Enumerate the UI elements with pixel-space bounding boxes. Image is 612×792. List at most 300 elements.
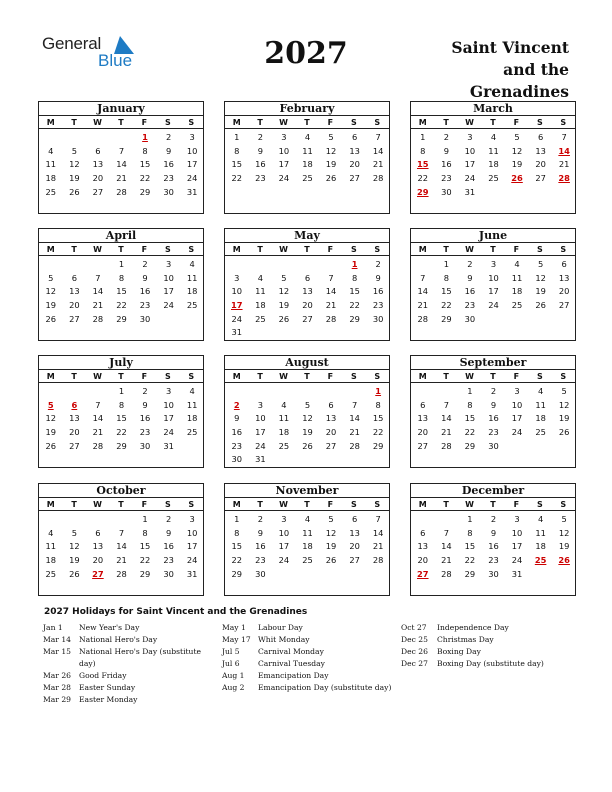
- weekday-header: F: [513, 117, 520, 127]
- day-cell: 20: [69, 427, 80, 438]
- day-cell: 11: [511, 272, 523, 283]
- day-cell: 17: [488, 286, 499, 297]
- weekday-header: W: [93, 371, 102, 381]
- day-cell: 17: [163, 286, 174, 297]
- holiday-name: Easter Sunday: [79, 683, 136, 692]
- weekday-header: T: [118, 499, 124, 509]
- day-cell: 20: [558, 286, 570, 297]
- weekday-header: S: [536, 371, 543, 381]
- holiday-day-cell: 2: [233, 399, 240, 410]
- day-cell: 1: [420, 132, 426, 142]
- weekday-header: T: [443, 371, 449, 381]
- day-cell: 19: [69, 555, 80, 566]
- day-cell: 20: [417, 555, 429, 566]
- day-cell: 26: [45, 440, 57, 451]
- day-cell: 3: [165, 259, 172, 269]
- day-cell: 28: [325, 313, 337, 324]
- day-cell: 23: [255, 555, 266, 566]
- day-cell: 11: [45, 159, 57, 170]
- weekday-header: S: [164, 117, 171, 127]
- day-cell: 31: [464, 186, 476, 197]
- day-cell: 24: [511, 555, 523, 566]
- day-cell: 21: [372, 541, 384, 552]
- day-cell: 4: [490, 132, 497, 142]
- day-cell: 12: [69, 541, 80, 552]
- day-cell: 19: [325, 159, 337, 170]
- day-cell: 12: [325, 145, 337, 156]
- day-cell: 21: [325, 300, 337, 311]
- day-cell: 14: [116, 541, 127, 552]
- day-cell: 25: [186, 427, 198, 438]
- day-cell: 29: [464, 440, 476, 451]
- empty-day-cell: [63, 131, 87, 145]
- day-cell: 10: [511, 527, 523, 538]
- day-cell: 29: [349, 313, 360, 324]
- day-cell: 2: [490, 514, 497, 524]
- month-calendar: [38, 101, 204, 214]
- empty-day-cell: [86, 513, 110, 527]
- day-cell: 2: [375, 259, 381, 269]
- weekday-header: S: [350, 499, 357, 509]
- day-cell: 1: [467, 514, 473, 524]
- holiday-name: Whit Monday: [258, 635, 310, 644]
- day-cell: 9: [467, 272, 473, 283]
- weekday-header: S: [374, 117, 381, 127]
- weekday-header: T: [257, 117, 263, 127]
- day-cell: 20: [92, 173, 104, 184]
- day-cell: 1: [118, 386, 125, 396]
- day-cell: 15: [116, 413, 127, 424]
- holiday-item: [401, 658, 561, 670]
- day-cell: 25: [302, 555, 313, 566]
- day-cell: 7: [443, 399, 449, 410]
- day-cell: 1: [234, 132, 240, 142]
- empty-day-cell: [435, 513, 459, 527]
- day-cell: 11: [302, 527, 313, 538]
- weekday-header: F: [141, 117, 148, 127]
- holiday-name: Boxing Day (substitute day): [437, 659, 544, 668]
- holiday-day-cell: 25: [534, 555, 547, 566]
- holiday-name: Labour Day: [258, 623, 303, 632]
- empty-day-cell: [110, 131, 134, 145]
- holiday-date: Dec 27: [401, 659, 428, 668]
- day-cell: 26: [558, 427, 570, 438]
- day-cell: 23: [163, 173, 174, 184]
- weekday-header-row: [39, 243, 203, 256]
- day-cell: 22: [372, 427, 384, 438]
- day-cell: 15: [372, 413, 384, 424]
- day-cell: 30: [488, 568, 499, 579]
- weekday-header: S: [350, 371, 357, 381]
- day-cell: 13: [558, 272, 570, 283]
- day-cell: 6: [71, 272, 77, 283]
- empty-day-cell: [272, 258, 296, 272]
- day-cell: 17: [278, 541, 290, 552]
- day-cell: 22: [231, 173, 243, 184]
- month-name: January: [39, 102, 203, 116]
- day-cell: 2: [257, 514, 263, 524]
- weekday-header: S: [536, 117, 543, 127]
- day-cell: 14: [92, 413, 104, 424]
- day-cell: 27: [92, 186, 104, 197]
- holiday-column: [43, 622, 203, 706]
- day-cell: 16: [255, 159, 266, 170]
- day-cell: 14: [441, 413, 452, 424]
- day-cell: 20: [92, 555, 104, 566]
- month-name: July: [39, 356, 203, 370]
- day-cell: 5: [281, 272, 287, 283]
- day-cell: 9: [234, 413, 240, 424]
- day-cell: 28: [92, 440, 104, 451]
- month-calendar: [410, 355, 576, 468]
- weekday-header: S: [164, 371, 171, 381]
- day-cell: 18: [488, 159, 499, 170]
- day-cell: 8: [234, 527, 240, 538]
- weekday-header: M: [418, 371, 427, 381]
- day-cell: 14: [417, 286, 429, 297]
- country-line: Saint Vincent: [451, 38, 569, 57]
- month-name: February: [225, 102, 389, 116]
- day-cell: 26: [45, 313, 57, 324]
- day-cell: 25: [488, 173, 499, 184]
- weekday-header: F: [141, 499, 148, 509]
- holiday-date: Jul 6: [222, 659, 240, 668]
- holiday-item: [401, 622, 561, 634]
- weekday-header: S: [560, 117, 567, 127]
- day-cell: 8: [375, 399, 381, 410]
- empty-day-cell: [39, 385, 63, 399]
- weekday-header: M: [232, 117, 241, 127]
- day-cell: 4: [537, 386, 544, 396]
- holiday-day-cell: 1: [142, 132, 148, 142]
- weekday-header: T: [490, 499, 496, 509]
- weekday-header: S: [164, 244, 171, 254]
- weekday-header: T: [443, 499, 449, 509]
- day-cell: 19: [325, 541, 337, 552]
- empty-day-cell: [411, 258, 435, 272]
- weekday-header: F: [513, 371, 520, 381]
- day-cell: 24: [231, 313, 243, 324]
- day-cell: 6: [351, 514, 358, 524]
- holiday-date: Aug 2: [222, 683, 245, 692]
- weekday-header-row: [39, 498, 203, 511]
- day-cell: 18: [45, 555, 57, 566]
- holiday-day-cell: 27: [92, 568, 104, 579]
- day-cell: 27: [302, 313, 313, 324]
- day-cell: 13: [535, 145, 546, 156]
- month-calendar: [38, 228, 204, 341]
- holiday-column: [401, 622, 561, 670]
- day-grid: [39, 511, 203, 581]
- year-title: 2027: [264, 36, 348, 71]
- day-cell: 22: [116, 300, 127, 311]
- weekday-header: W: [279, 244, 288, 254]
- empty-day-cell: [39, 131, 63, 145]
- day-grid: [225, 256, 389, 340]
- day-cell: 4: [514, 259, 520, 269]
- weekday-header: F: [141, 371, 148, 381]
- day-cell: 27: [349, 173, 360, 184]
- day-cell: 13: [349, 145, 360, 156]
- day-cell: 16: [163, 541, 174, 552]
- weekday-header: T: [304, 244, 310, 254]
- day-cell: 13: [417, 413, 429, 424]
- country-line: Grenadines: [469, 82, 569, 101]
- day-cell: 10: [278, 527, 290, 538]
- day-cell: 14: [372, 527, 384, 538]
- weekday-header: T: [304, 117, 310, 127]
- holiday-name: National Hero's Day (substitute day): [79, 647, 201, 668]
- day-cell: 30: [163, 186, 174, 197]
- weekday-header: F: [513, 499, 520, 509]
- weekday-header: F: [141, 244, 148, 254]
- day-cell: 21: [372, 159, 384, 170]
- day-cell: 25: [255, 313, 266, 324]
- day-cell: 6: [95, 527, 101, 538]
- day-cell: 7: [420, 272, 426, 283]
- empty-day-cell: [249, 385, 273, 399]
- weekday-header: T: [118, 117, 124, 127]
- holiday-date: Jul 5: [222, 647, 240, 656]
- weekday-header-row: [225, 243, 389, 256]
- day-cell: 24: [186, 173, 198, 184]
- holiday-item: [43, 622, 203, 634]
- weekday-header-row: [411, 498, 575, 511]
- day-cell: 2: [257, 132, 263, 142]
- day-cell: 18: [302, 541, 313, 552]
- weekday-header-row: [411, 370, 575, 383]
- holiday-item: [43, 634, 203, 646]
- day-cell: 20: [417, 427, 429, 438]
- month-name: November: [225, 484, 389, 498]
- weekday-header: T: [257, 499, 263, 509]
- holiday-day-cell: 26: [511, 173, 523, 184]
- day-cell: 18: [45, 173, 57, 184]
- day-cell: 2: [490, 386, 497, 396]
- holiday-date: Oct 27: [401, 623, 427, 632]
- day-cell: 2: [165, 514, 172, 524]
- day-grid: [411, 129, 575, 199]
- day-cell: 23: [372, 300, 384, 311]
- day-cell: 27: [535, 173, 546, 184]
- day-cell: 21: [92, 300, 104, 311]
- day-cell: 16: [464, 286, 476, 297]
- day-cell: 5: [328, 514, 334, 524]
- weekday-header: T: [257, 244, 263, 254]
- day-cell: 10: [231, 286, 243, 297]
- weekday-header: S: [350, 244, 357, 254]
- day-cell: 12: [535, 272, 546, 283]
- day-cell: 22: [349, 300, 360, 311]
- day-cell: 25: [45, 568, 57, 579]
- day-cell: 19: [535, 286, 546, 297]
- day-cell: 24: [163, 427, 174, 438]
- day-cell: 24: [278, 555, 290, 566]
- day-cell: 5: [328, 132, 334, 142]
- month-name: December: [411, 484, 575, 498]
- day-cell: 10: [464, 145, 476, 156]
- holiday-day-cell: 1: [351, 259, 358, 269]
- day-cell: 13: [92, 159, 104, 170]
- day-cell: 7: [561, 132, 567, 142]
- holiday-item: [401, 646, 561, 658]
- day-cell: 29: [139, 568, 151, 579]
- weekday-header: T: [490, 371, 496, 381]
- day-cell: 30: [163, 568, 174, 579]
- day-cell: 31: [163, 440, 174, 451]
- weekday-header: T: [443, 244, 449, 254]
- day-cell: 6: [537, 132, 544, 142]
- holiday-item: [222, 670, 392, 682]
- day-cell: 14: [441, 541, 452, 552]
- month-calendar: [224, 355, 390, 468]
- day-cell: 20: [325, 427, 337, 438]
- day-cell: 23: [488, 555, 499, 566]
- day-cell: 16: [139, 413, 151, 424]
- month-calendar: [224, 101, 390, 214]
- weekday-header: F: [327, 371, 334, 381]
- holiday-name: Carnival Monday: [258, 647, 324, 656]
- day-cell: 9: [490, 527, 497, 538]
- day-cell: 19: [511, 159, 523, 170]
- weekday-header: T: [304, 371, 310, 381]
- weekday-header-row: [225, 370, 389, 383]
- day-cell: 23: [441, 173, 452, 184]
- day-cell: 8: [420, 145, 426, 156]
- empty-day-cell: [39, 513, 63, 527]
- month-calendar: [410, 483, 576, 596]
- day-cell: 6: [420, 399, 426, 410]
- day-cell: 10: [255, 413, 266, 424]
- weekday-header: S: [188, 117, 195, 127]
- day-cell: 23: [139, 300, 151, 311]
- day-cell: 6: [328, 399, 334, 410]
- day-cell: 7: [351, 399, 358, 410]
- day-cell: 12: [302, 413, 313, 424]
- holiday-date: Mar 28: [43, 683, 72, 692]
- holiday-name: Emancipation Day: [258, 671, 329, 680]
- day-cell: 15: [349, 286, 360, 297]
- weekday-header: S: [374, 244, 381, 254]
- day-cell: 20: [349, 159, 360, 170]
- day-grid: [225, 511, 389, 581]
- day-cell: 20: [535, 159, 546, 170]
- day-cell: 8: [142, 145, 148, 156]
- day-cell: 9: [165, 145, 172, 156]
- day-cell: 16: [255, 541, 266, 552]
- country-title: [409, 37, 569, 103]
- day-cell: 11: [186, 399, 198, 410]
- holiday-name: Emancipation Day (substitute day): [258, 683, 392, 692]
- weekday-header: M: [46, 117, 55, 127]
- day-cell: 11: [186, 272, 198, 283]
- holiday-day-cell: 29: [417, 186, 429, 197]
- day-cell: 6: [95, 145, 101, 156]
- day-cell: 3: [281, 132, 287, 142]
- day-cell: 25: [302, 173, 313, 184]
- weekday-header: S: [536, 499, 543, 509]
- day-cell: 9: [375, 272, 381, 283]
- day-cell: 23: [231, 440, 243, 451]
- month-name: June: [411, 229, 575, 243]
- day-cell: 17: [186, 541, 198, 552]
- day-cell: 25: [511, 300, 523, 311]
- day-cell: 23: [163, 555, 174, 566]
- day-cell: 10: [186, 527, 198, 538]
- day-cell: 8: [142, 527, 148, 538]
- day-cell: 10: [511, 399, 523, 410]
- day-cell: 9: [257, 145, 263, 156]
- holiday-day-cell: 5: [47, 399, 54, 410]
- weekday-header: W: [93, 499, 102, 509]
- weekday-header: W: [93, 244, 102, 254]
- day-cell: 27: [325, 440, 337, 451]
- holiday-date: Aug 1: [222, 671, 245, 680]
- day-cell: 2: [165, 132, 172, 142]
- weekday-header: M: [46, 499, 55, 509]
- day-cell: 16: [139, 286, 151, 297]
- month-calendar: [224, 483, 390, 596]
- weekday-header: T: [443, 117, 449, 127]
- day-cell: 6: [304, 272, 311, 283]
- empty-day-cell: [249, 258, 273, 272]
- weekday-header: F: [327, 117, 334, 127]
- country-line: and the: [503, 60, 569, 79]
- day-cell: 14: [325, 286, 337, 297]
- day-cell: 13: [349, 527, 360, 538]
- day-cell: 6: [420, 527, 426, 538]
- day-grid: [411, 256, 575, 326]
- month-name: August: [225, 356, 389, 370]
- day-cell: 30: [231, 454, 243, 465]
- weekday-header: S: [164, 499, 171, 509]
- day-cell: 20: [69, 300, 80, 311]
- day-cell: 18: [255, 300, 266, 311]
- day-cell: 29: [464, 568, 476, 579]
- day-cell: 1: [443, 259, 449, 269]
- day-cell: 8: [467, 527, 473, 538]
- day-cell: 5: [71, 145, 77, 156]
- day-cell: 2: [443, 132, 449, 142]
- month-calendar: [38, 483, 204, 596]
- day-cell: 15: [231, 159, 243, 170]
- day-cell: 19: [45, 300, 57, 311]
- day-cell: 16: [441, 159, 452, 170]
- holiday-date: May 17: [222, 635, 251, 644]
- day-cell: 5: [304, 399, 311, 410]
- day-cell: 12: [325, 527, 337, 538]
- day-grid: [225, 383, 389, 467]
- weekday-header: S: [560, 371, 567, 381]
- holiday-date: Dec 25: [401, 635, 428, 644]
- day-cell: 24: [511, 427, 523, 438]
- day-cell: 21: [558, 159, 570, 170]
- day-cell: 10: [163, 272, 174, 283]
- weekday-header: S: [560, 244, 567, 254]
- day-cell: 12: [45, 286, 57, 297]
- day-cell: 27: [69, 440, 80, 451]
- month-calendar: [38, 355, 204, 468]
- day-cell: 12: [278, 286, 290, 297]
- day-cell: 30: [139, 440, 151, 451]
- day-cell: 30: [488, 440, 499, 451]
- empty-day-cell: [63, 513, 87, 527]
- day-cell: 24: [255, 440, 266, 451]
- holiday-name: New Year's Day: [79, 623, 140, 632]
- day-cell: 9: [142, 272, 148, 283]
- day-cell: 29: [231, 568, 243, 579]
- day-cell: 24: [163, 300, 174, 311]
